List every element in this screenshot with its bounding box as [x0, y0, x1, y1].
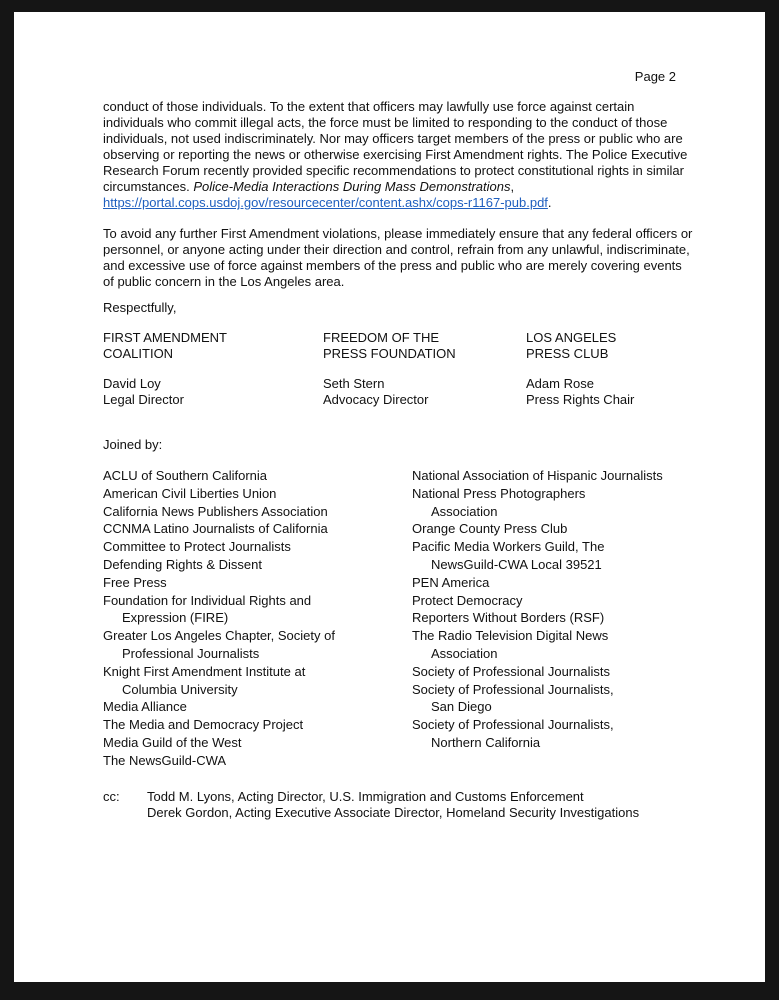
list-item: Orange County Press Club [412, 521, 568, 537]
list-item: The Radio Television Digital News [412, 628, 609, 644]
list-item-continuation: Columbia University [122, 681, 238, 697]
cc-names [147, 789, 639, 821]
citation-title: Police-Media Interactions During Mass Demonstrations [193, 179, 511, 194]
list-item-continuation: Expression (FIRE) [122, 610, 229, 626]
list-item: Society of Professional Journalists, [412, 681, 614, 697]
list-item: National Press Photographers [412, 485, 586, 501]
list-item-continuation: Northern California [431, 734, 541, 750]
list-item: Pacific Media Workers Guild, The [412, 539, 605, 555]
list-item: Greater Los Angeles Chapter, Society of [103, 628, 335, 644]
paragraph-1-text: conduct of those individuals. To the extent that officers may lawfully use force against certain individuals who commit illegal acts, the force must be limited to responding to the conduct of those individuals, not used indiscriminately. Nor may officers target members of the press or public who are observing or reporting the news or otherwise exercising First Amendment rights. The Police Executive Research Forum recently provided specific recommendations to protect constitutional rights in similar circumstances. [103, 99, 688, 194]
list-item-continuation: San Diego [431, 699, 492, 715]
signatory-org: PRESS CLUB [526, 346, 609, 361]
list-item-continuation: NewsGuild-CWA Local 39521 [431, 556, 602, 572]
list-item: The Media and Democracy Project [103, 717, 304, 733]
list-item: Reporters Without Borders (RSF) [412, 610, 605, 626]
letter-body [103, 99, 693, 290]
list-item: PEN America [412, 574, 490, 590]
signatory-name: David Loy [103, 376, 161, 391]
signatory-2 [323, 330, 456, 408]
cc-recipient: Derek Gordon, Acting Executive Associate Director, Homeland Security Investigations [147, 805, 640, 820]
list-item: American Civil Liberties Union [103, 485, 277, 501]
list-item: California News Publishers Association [103, 503, 328, 519]
list-item: Media Alliance [103, 699, 187, 715]
list-item: ACLU of Southern California [103, 468, 268, 483]
closing-salutation: Respectfully, [103, 300, 177, 315]
signatory-3 [526, 330, 634, 408]
citation-link[interactable]: https://portal.cops.usdoj.gov/resourcecenter/content.ashx/cops-r1167-pub.pdf [103, 195, 548, 210]
signatory-1 [103, 330, 227, 408]
signatory-org: LOS ANGELES [526, 330, 617, 345]
list-item: Media Guild of the West [103, 734, 242, 750]
signatory-title: Advocacy Director [323, 392, 429, 407]
list-item: Knight First Amendment Institute at [103, 663, 306, 679]
cc-recipient: Todd M. Lyons, Acting Director, U.S. Immigration and Customs Enforcement [147, 789, 584, 804]
list-item-continuation: Association [431, 645, 498, 661]
paragraph-1-end: . [547, 195, 552, 210]
letter-page [14, 12, 765, 982]
list-item: Free Press [103, 574, 167, 590]
joined-orgs-left [103, 467, 335, 770]
citation-separator: , [510, 179, 515, 194]
signatory-org: FREEDOM OF THE [323, 330, 440, 345]
signatory-org: COALITION [103, 346, 174, 361]
list-item: The NewsGuild-CWA [103, 752, 227, 768]
signatory-title: Legal Director [103, 392, 184, 407]
signatory-org: PRESS FOUNDATION [323, 346, 456, 361]
page-number: Page 2 [634, 69, 676, 84]
list-item: Defending Rights & Dissent [103, 556, 262, 572]
list-item: Committee to Protect Journalists [103, 539, 291, 555]
signatory-name: Seth Stern [323, 376, 385, 391]
cc-label: cc: [103, 789, 120, 804]
paragraph-2: To avoid any further First Amendment violations, please immediately ensure that any federal officers or personnel, or anyone acting under their direction and control, refrain from any unlawful, indiscriminate, and excessive use of force against members of the press and public who are merely covering events of public concern in the Los Angeles area. [103, 226, 693, 289]
joined-by-heading: Joined by: [103, 437, 163, 452]
signatory-org: FIRST AMENDMENT [103, 330, 227, 345]
signatory-name: Adam Rose [526, 376, 594, 391]
list-item-continuation: Professional Journalists [122, 645, 260, 661]
signatory-title: Press Rights Chair [526, 392, 635, 407]
list-item: Foundation for Individual Rights and [103, 592, 312, 608]
list-item: National Association of Hispanic Journalists [412, 468, 663, 483]
joined-orgs-right [412, 467, 663, 752]
list-item: Society of Professional Journalists [412, 663, 610, 679]
list-item: Society of Professional Journalists, [412, 717, 614, 733]
paragraph-1 [103, 99, 693, 211]
list-item-continuation: Association [431, 503, 498, 519]
list-item: Protect Democracy [412, 592, 523, 608]
list-item: CCNMA Latino Journalists of California [103, 521, 328, 537]
